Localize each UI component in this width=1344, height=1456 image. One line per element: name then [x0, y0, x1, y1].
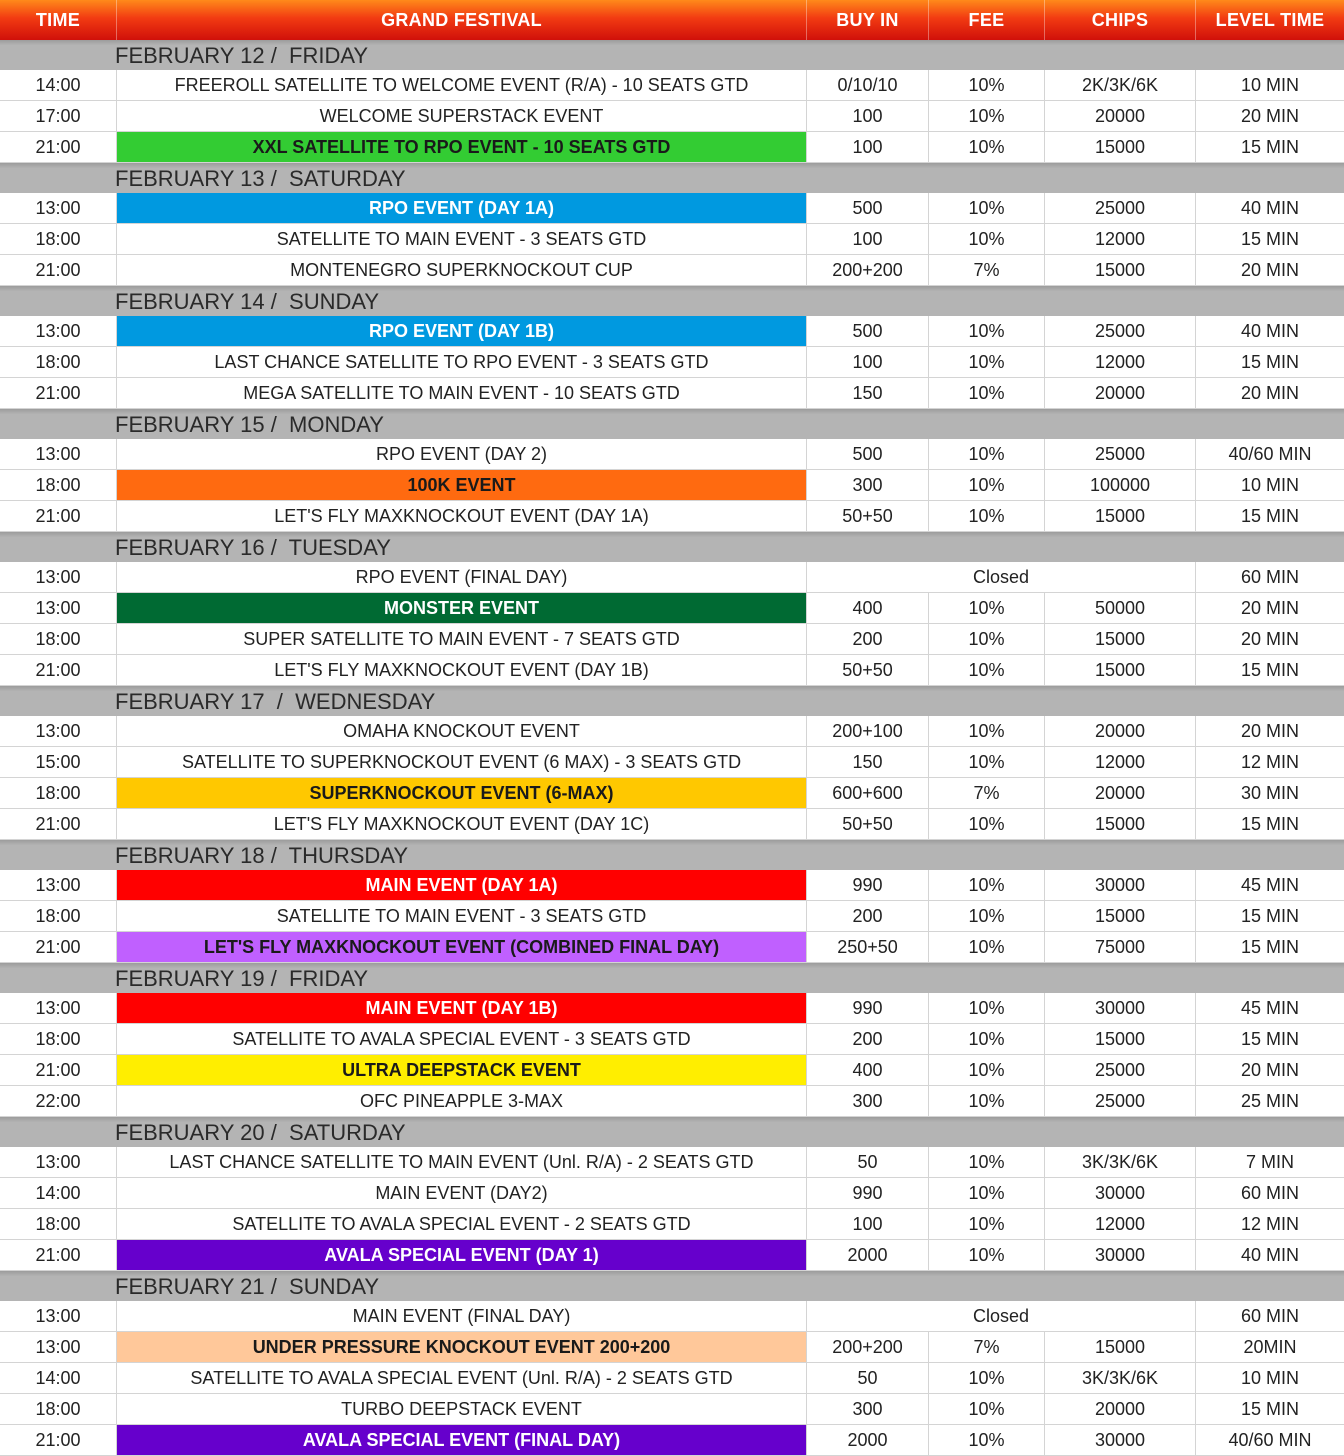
event-chips: 12000 — [1045, 747, 1196, 778]
table-row — [0, 901, 1344, 932]
event-time: 18:00 — [0, 347, 117, 378]
day-date: FEBRUARY 12 / FRIDAY — [115, 43, 369, 68]
event-buyin: 300 — [807, 470, 929, 501]
event-fee: 10% — [929, 870, 1045, 901]
event-level: 15 MIN — [1196, 501, 1344, 532]
event-buyin: 100 — [807, 347, 929, 378]
event-chips: 100000 — [1045, 470, 1196, 501]
table-row — [0, 778, 1344, 809]
event-buyin: 100 — [807, 132, 929, 163]
table-row — [0, 1301, 1344, 1332]
event-fee: 10% — [929, 809, 1045, 840]
closed-label: Closed — [807, 1301, 1196, 1332]
header-buyin: BUY IN — [807, 0, 929, 40]
event-time: 13:00 — [0, 993, 117, 1024]
header-time: TIME — [0, 0, 117, 40]
event-chips: 12000 — [1045, 1209, 1196, 1240]
event-chips: 3K/3K/6K — [1045, 1147, 1196, 1178]
event-fee: 10% — [929, 101, 1045, 132]
event-fee: 10% — [929, 1363, 1045, 1394]
event-buyin: 200+200 — [807, 1332, 929, 1363]
event-fee: 10% — [929, 1394, 1045, 1425]
event-time: 21:00 — [0, 809, 117, 840]
event-level: 40 MIN — [1196, 193, 1344, 224]
day-date: FEBRUARY 16 / TUESDAY — [115, 535, 391, 560]
event-buyin: 250+50 — [807, 932, 929, 963]
event-name: MEGA SATELLITE TO MAIN EVENT - 10 SEATS GTD — [117, 378, 807, 409]
event-buyin: 500 — [807, 316, 929, 347]
event-name-highlighted: MAIN EVENT (DAY 1A) — [117, 870, 807, 901]
table-row — [0, 378, 1344, 409]
event-buyin: 500 — [807, 193, 929, 224]
header-level: LEVEL TIME — [1215, 10, 1325, 30]
day-date: FEBRUARY 13 / SATURDAY — [115, 166, 406, 191]
day-date: FEBRUARY 21 / SUNDAY — [115, 1274, 380, 1299]
day-date: FEBRUARY 14 / SUNDAY — [115, 289, 380, 314]
event-chips: 20000 — [1045, 101, 1196, 132]
event-chips: 15000 — [1045, 1024, 1196, 1055]
table-row — [0, 1178, 1344, 1209]
event-fee: 10% — [929, 439, 1045, 470]
event-time: 14:00 — [0, 1178, 117, 1209]
event-level: 15 MIN — [1196, 901, 1344, 932]
event-level: 20 MIN — [1196, 255, 1344, 286]
event-level: 15 MIN — [1196, 1024, 1344, 1055]
event-level: 40/60 MIN — [1196, 439, 1344, 470]
event-chips: 20000 — [1045, 378, 1196, 409]
event-name-highlighted: SUPERKNOCKOUT EVENT (6-MAX) — [117, 778, 807, 809]
event-time: 18:00 — [0, 901, 117, 932]
event-fee: 7% — [929, 255, 1045, 286]
table-row — [0, 993, 1344, 1024]
event-time: 21:00 — [0, 132, 117, 163]
table-row — [0, 1024, 1344, 1055]
event-buyin: 600+600 — [807, 778, 929, 809]
event-fee: 10% — [929, 1024, 1045, 1055]
event-chips: 15000 — [1045, 809, 1196, 840]
event-name: FREEROLL SATELLITE TO WELCOME EVENT (R/A) - 10 SEATS GTD — [117, 70, 807, 101]
table-row — [0, 870, 1344, 901]
event-fee: 10% — [929, 316, 1045, 347]
event-name: OMAHA KNOCKOUT EVENT — [117, 716, 807, 747]
event-fee: 10% — [929, 193, 1045, 224]
table-row — [0, 1086, 1344, 1117]
event-buyin: 300 — [807, 1394, 929, 1425]
table-row — [0, 347, 1344, 378]
event-time: 13:00 — [0, 439, 117, 470]
event-time: 13:00 — [0, 193, 117, 224]
table-row — [0, 101, 1344, 132]
event-level: 7 MIN — [1196, 1147, 1344, 1178]
event-level: 12 MIN — [1196, 747, 1344, 778]
table-row — [0, 224, 1344, 255]
event-fee: 10% — [929, 1240, 1045, 1271]
event-level: 20 MIN — [1196, 624, 1344, 655]
table-row — [0, 809, 1344, 840]
event-time: 21:00 — [0, 1240, 117, 1271]
event-name: MAIN EVENT (FINAL DAY) — [117, 1301, 807, 1332]
table-row — [0, 501, 1344, 532]
table-row — [0, 70, 1344, 101]
event-name-highlighted: ULTRA DEEPSTACK EVENT — [117, 1055, 807, 1086]
event-chips: 25000 — [1045, 193, 1196, 224]
event-chips: 3K/3K/6K — [1045, 1363, 1196, 1394]
table-row — [0, 655, 1344, 686]
event-time: 15:00 — [0, 747, 117, 778]
table-row — [0, 1425, 1344, 1456]
event-name: LET'S FLY MAXKNOCKOUT EVENT (DAY 1B) — [117, 655, 807, 686]
event-chips: 15000 — [1045, 255, 1196, 286]
table-row — [0, 593, 1344, 624]
day-header — [0, 686, 1344, 716]
event-time: 13:00 — [0, 716, 117, 747]
event-fee: 10% — [929, 1209, 1045, 1240]
event-fee: 10% — [929, 378, 1045, 409]
event-level: 20 MIN — [1196, 378, 1344, 409]
event-fee: 10% — [929, 901, 1045, 932]
event-name-highlighted: UNDER PRESSURE KNOCKOUT EVENT 200+200 — [117, 1332, 807, 1363]
event-buyin: 150 — [807, 378, 929, 409]
table-row — [0, 1147, 1344, 1178]
table-row — [0, 1332, 1344, 1363]
event-time: 13:00 — [0, 1301, 117, 1332]
event-buyin: 100 — [807, 101, 929, 132]
day-date: FEBRUARY 18 / THURSDAY — [115, 843, 409, 868]
table-row — [0, 716, 1344, 747]
event-chips: 25000 — [1045, 316, 1196, 347]
table-row — [0, 470, 1344, 501]
event-fee: 7% — [929, 778, 1045, 809]
event-time: 17:00 — [0, 101, 117, 132]
event-time: 13:00 — [0, 593, 117, 624]
event-buyin: 400 — [807, 1055, 929, 1086]
event-name: MAIN EVENT (DAY2) — [117, 1178, 807, 1209]
event-chips: 15000 — [1045, 624, 1196, 655]
event-name-highlighted: RPO EVENT (DAY 1A) — [117, 193, 807, 224]
event-fee: 10% — [929, 1425, 1045, 1456]
event-name: RPO EVENT (FINAL DAY) — [117, 562, 807, 593]
event-fee: 10% — [929, 1178, 1045, 1209]
event-name: SATELLITE TO AVALA SPECIAL EVENT (Unl. R/A) - 2 SEATS GTD — [117, 1363, 807, 1394]
table-row — [0, 439, 1344, 470]
event-buyin: 2000 — [807, 1240, 929, 1271]
event-level: 15 MIN — [1196, 224, 1344, 255]
event-name-highlighted: MONSTER EVENT — [117, 593, 807, 624]
event-level: 20 MIN — [1196, 101, 1344, 132]
event-buyin: 200 — [807, 901, 929, 932]
table-row — [0, 132, 1344, 163]
table-row — [0, 1363, 1344, 1394]
event-level: 45 MIN — [1196, 870, 1344, 901]
event-chips: 20000 — [1045, 1394, 1196, 1425]
event-buyin: 990 — [807, 870, 929, 901]
day-date: FEBRUARY 17 / WEDNESDAY — [115, 689, 436, 714]
event-name-highlighted: AVALA SPECIAL EVENT (DAY 1) — [117, 1240, 807, 1271]
table-row — [0, 255, 1344, 286]
event-level: 15 MIN — [1196, 655, 1344, 686]
event-name: LET'S FLY MAXKNOCKOUT EVENT (DAY 1C) — [117, 809, 807, 840]
event-name: WELCOME SUPERSTACK EVENT — [117, 101, 807, 132]
event-chips: 25000 — [1045, 1055, 1196, 1086]
event-fee: 10% — [929, 132, 1045, 163]
event-fee: 10% — [929, 1086, 1045, 1117]
event-level: 40 MIN — [1196, 1240, 1344, 1271]
event-buyin: 100 — [807, 224, 929, 255]
event-chips: 12000 — [1045, 224, 1196, 255]
event-time: 18:00 — [0, 778, 117, 809]
event-buyin: 200 — [807, 624, 929, 655]
table-row — [0, 1394, 1344, 1425]
event-chips: 2K/3K/6K — [1045, 70, 1196, 101]
table-row — [0, 1055, 1344, 1086]
event-time: 21:00 — [0, 1425, 117, 1456]
event-buyin: 50+50 — [807, 809, 929, 840]
table-row — [0, 624, 1344, 655]
event-chips: 30000 — [1045, 1240, 1196, 1271]
event-buyin: 400 — [807, 593, 929, 624]
event-buyin: 2000 — [807, 1425, 929, 1456]
event-buyin: 200+200 — [807, 255, 929, 286]
event-time: 13:00 — [0, 316, 117, 347]
event-time: 21:00 — [0, 255, 117, 286]
event-name: LET'S FLY MAXKNOCKOUT EVENT (DAY 1A) — [117, 501, 807, 532]
day-header — [0, 286, 1344, 316]
event-name-highlighted: 100K EVENT — [117, 470, 807, 501]
event-buyin: 200 — [807, 1024, 929, 1055]
event-level: 15 MIN — [1196, 809, 1344, 840]
event-level: 60 MIN — [1196, 1178, 1344, 1209]
event-level: 10 MIN — [1196, 1363, 1344, 1394]
event-fee: 10% — [929, 470, 1045, 501]
event-level: 45 MIN — [1196, 993, 1344, 1024]
event-time: 21:00 — [0, 378, 117, 409]
event-fee: 10% — [929, 655, 1045, 686]
event-level: 12 MIN — [1196, 1209, 1344, 1240]
event-level: 20 MIN — [1196, 716, 1344, 747]
event-chips: 50000 — [1045, 593, 1196, 624]
event-time: 18:00 — [0, 470, 117, 501]
event-time: 21:00 — [0, 501, 117, 532]
event-time: 13:00 — [0, 870, 117, 901]
event-name-highlighted: AVALA SPECIAL EVENT (FINAL DAY) — [117, 1425, 807, 1456]
event-chips: 12000 — [1045, 347, 1196, 378]
table-row — [0, 193, 1344, 224]
event-name: OFC PINEAPPLE 3-MAX — [117, 1086, 807, 1117]
event-name: SATELLITE TO MAIN EVENT - 3 SEATS GTD — [117, 224, 807, 255]
event-buyin: 50+50 — [807, 655, 929, 686]
event-fee: 10% — [929, 624, 1045, 655]
event-level: 60 MIN — [1196, 1301, 1344, 1332]
event-fee: 10% — [929, 747, 1045, 778]
event-name: RPO EVENT (DAY 2) — [117, 439, 807, 470]
event-name-highlighted: MAIN EVENT (DAY 1B) — [117, 993, 807, 1024]
event-name: SUPER SATELLITE TO MAIN EVENT - 7 SEATS GTD — [117, 624, 807, 655]
event-name-highlighted: LET'S FLY MAXKNOCKOUT EVENT (COMBINED FINAL DAY) — [117, 932, 807, 963]
event-level: 10 MIN — [1196, 470, 1344, 501]
event-chips: 30000 — [1045, 870, 1196, 901]
event-time: 22:00 — [0, 1086, 117, 1117]
event-time: 18:00 — [0, 1394, 117, 1425]
event-chips: 15000 — [1045, 1332, 1196, 1363]
event-level: 20 MIN — [1196, 1055, 1344, 1086]
event-name: SATELLITE TO SUPERKNOCKOUT EVENT (6 MAX) - 3 SEATS GTD — [117, 747, 807, 778]
event-chips: 15000 — [1045, 132, 1196, 163]
event-chips: 30000 — [1045, 993, 1196, 1024]
event-level: 15 MIN — [1196, 1394, 1344, 1425]
event-level: 30 MIN — [1196, 778, 1344, 809]
event-time: 13:00 — [0, 562, 117, 593]
event-name: MONTENEGRO SUPERKNOCKOUT CUP — [117, 255, 807, 286]
table-row — [0, 562, 1344, 593]
day-header — [0, 532, 1344, 562]
day-header — [0, 409, 1344, 439]
event-fee: 7% — [929, 1332, 1045, 1363]
day-header — [0, 840, 1344, 870]
table-row — [0, 747, 1344, 778]
event-fee: 10% — [929, 1147, 1045, 1178]
day-header — [0, 163, 1344, 193]
event-fee: 10% — [929, 70, 1045, 101]
event-level: 15 MIN — [1196, 932, 1344, 963]
event-fee: 10% — [929, 593, 1045, 624]
event-time: 18:00 — [0, 624, 117, 655]
event-buyin: 990 — [807, 1178, 929, 1209]
header-chips: CHIPS — [1045, 0, 1196, 40]
event-name: SATELLITE TO MAIN EVENT - 3 SEATS GTD — [117, 901, 807, 932]
day-date: FEBRUARY 20 / SATURDAY — [115, 1120, 406, 1145]
day-date: FEBRUARY 19 / FRIDAY — [115, 966, 369, 991]
header-fee: FEE — [929, 0, 1045, 40]
event-chips: 15000 — [1045, 901, 1196, 932]
event-buyin: 200+100 — [807, 716, 929, 747]
event-level: 20MIN — [1196, 1332, 1344, 1363]
event-time: 18:00 — [0, 1024, 117, 1055]
closed-label: Closed — [807, 562, 1196, 593]
event-level: 20 MIN — [1196, 593, 1344, 624]
event-chips: 30000 — [1045, 1425, 1196, 1456]
event-fee: 10% — [929, 501, 1045, 532]
event-level: 15 MIN — [1196, 347, 1344, 378]
day-date: FEBRUARY 15 / MONDAY — [115, 412, 384, 437]
event-time: 21:00 — [0, 932, 117, 963]
event-chips: 25000 — [1045, 1086, 1196, 1117]
event-time: 13:00 — [0, 1147, 117, 1178]
event-level: 40 MIN — [1196, 316, 1344, 347]
event-chips: 25000 — [1045, 439, 1196, 470]
day-header — [0, 1117, 1344, 1147]
event-chips: 15000 — [1045, 655, 1196, 686]
event-fee: 10% — [929, 1055, 1045, 1086]
table-row — [0, 932, 1344, 963]
event-fee: 10% — [929, 224, 1045, 255]
event-time: 18:00 — [0, 224, 117, 255]
event-time: 21:00 — [0, 1055, 117, 1086]
event-time: 14:00 — [0, 70, 117, 101]
event-chips: 30000 — [1045, 1178, 1196, 1209]
event-chips: 15000 — [1045, 501, 1196, 532]
event-buyin: 500 — [807, 439, 929, 470]
event-name-highlighted: XXL SATELLITE TO RPO EVENT - 10 SEATS GTD — [117, 132, 807, 163]
table-header — [0, 0, 1344, 40]
event-name: LAST CHANCE SATELLITE TO RPO EVENT - 3 SEATS GTD — [117, 347, 807, 378]
day-header — [0, 40, 1344, 70]
event-name: LAST CHANCE SATELLITE TO MAIN EVENT (Unl. R/A) - 2 SEATS GTD — [117, 1147, 807, 1178]
event-fee: 10% — [929, 716, 1045, 747]
event-time: 13:00 — [0, 1332, 117, 1363]
event-buyin: 150 — [807, 747, 929, 778]
table-row — [0, 1240, 1344, 1271]
event-buyin: 0/10/10 — [807, 70, 929, 101]
event-fee: 10% — [929, 347, 1045, 378]
event-level: 40/60 MIN — [1196, 1425, 1344, 1456]
event-level: 60 MIN — [1196, 562, 1344, 593]
event-buyin: 50 — [807, 1147, 929, 1178]
event-buyin: 300 — [807, 1086, 929, 1117]
day-header — [0, 963, 1344, 993]
event-level: 10 MIN — [1196, 70, 1344, 101]
event-fee: 10% — [929, 993, 1045, 1024]
event-name-highlighted: RPO EVENT (DAY 1B) — [117, 316, 807, 347]
event-time: 14:00 — [0, 1363, 117, 1394]
event-time: 21:00 — [0, 655, 117, 686]
event-chips: 75000 — [1045, 932, 1196, 963]
event-buyin: 50 — [807, 1363, 929, 1394]
event-name: SATELLITE TO AVALA SPECIAL EVENT - 2 SEATS GTD — [117, 1209, 807, 1240]
event-buyin: 990 — [807, 993, 929, 1024]
event-buyin: 50+50 — [807, 501, 929, 532]
event-chips: 20000 — [1045, 716, 1196, 747]
event-chips: 20000 — [1045, 778, 1196, 809]
event-time: 18:00 — [0, 1209, 117, 1240]
event-level: 25 MIN — [1196, 1086, 1344, 1117]
table-row — [0, 316, 1344, 347]
event-name: SATELLITE TO AVALA SPECIAL EVENT - 3 SEATS GTD — [117, 1024, 807, 1055]
day-header — [0, 1271, 1344, 1301]
event-fee: 10% — [929, 932, 1045, 963]
event-level: 15 MIN — [1196, 132, 1344, 163]
event-name: TURBO DEEPSTACK EVENT — [117, 1394, 807, 1425]
table-row — [0, 1209, 1344, 1240]
header-event: GRAND FESTIVAL — [117, 0, 807, 40]
event-buyin: 100 — [807, 1209, 929, 1240]
